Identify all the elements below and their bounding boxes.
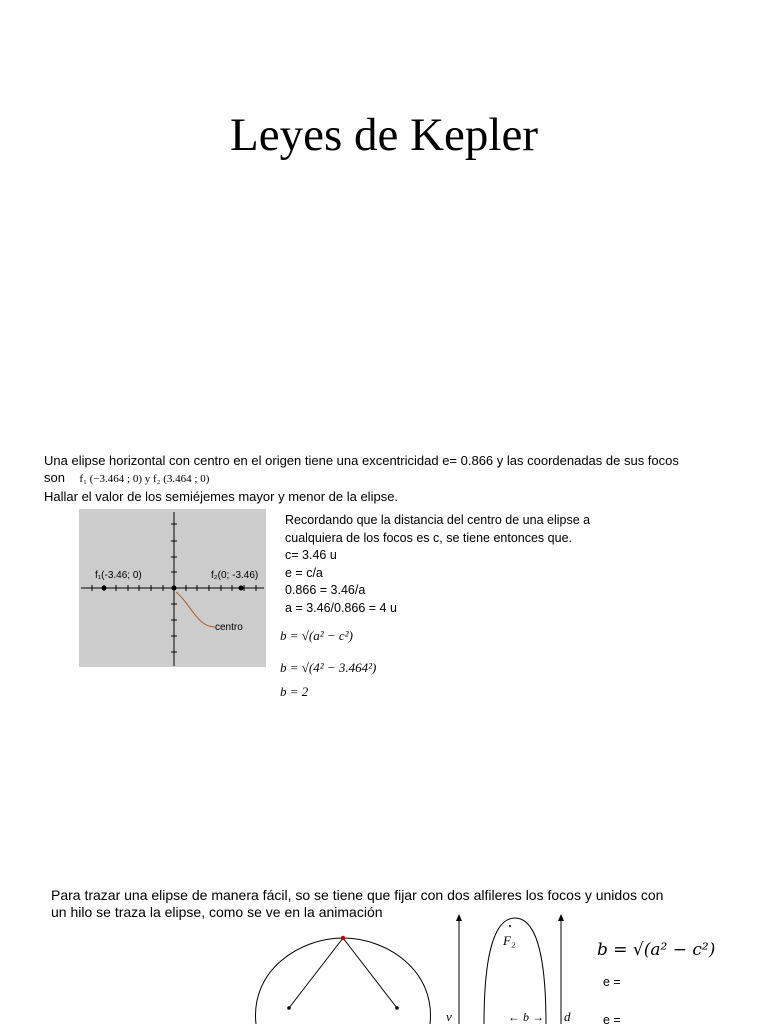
animation-line-2: un hilo se traza la elipse, como se ve en la animación bbox=[51, 904, 383, 920]
solution-line-5: 0.866 = 3.46/a bbox=[285, 583, 366, 597]
string-right bbox=[343, 938, 397, 1008]
center-leader-line bbox=[176, 592, 215, 627]
focus-1-label: f₁(-3.46; 0) bbox=[95, 570, 142, 581]
foci-coordinates: f₁ (−3.464 ; 0) y f₂ (3.464 ; 0) bbox=[79, 473, 210, 485]
focus-2-point bbox=[239, 586, 244, 591]
formula-b-substituted: b = √(4² − 3.464²) bbox=[280, 660, 377, 675]
animation-line-1: Para trazar una elipse de manera fácil, so se tiene que fijar con dos alfileres los focos y unidos con bbox=[51, 887, 664, 903]
b-dimension-label: ← b → bbox=[508, 1010, 544, 1024]
center-point bbox=[172, 586, 177, 591]
foci-graph bbox=[79, 509, 266, 667]
pin-string-ellipse-diagram bbox=[250, 930, 440, 1024]
vertical-ellipse-diagram bbox=[440, 912, 580, 1024]
foci-graph-svg bbox=[79, 509, 266, 667]
problem-line-1: Una elipse horizontal con centro en el origen tiene una excentricidad e= 0.866 y las coordenadas de sus focos bbox=[44, 453, 679, 468]
v-label: v bbox=[446, 1009, 452, 1024]
d-arrow-head bbox=[558, 914, 564, 921]
formula-b-result: b = 2 bbox=[280, 684, 309, 699]
pencil-point bbox=[341, 936, 345, 940]
problem-line-2 bbox=[44, 469, 744, 488]
solution-line-3: c= 3.46 u bbox=[285, 548, 337, 562]
center-label: centro bbox=[215, 622, 243, 633]
solution-line-4: e = c/a bbox=[285, 565, 323, 580]
solution-line-1: Recordando que la distancia del centro de una elipse a bbox=[285, 513, 591, 527]
pin-right bbox=[395, 1006, 399, 1010]
pin-left bbox=[287, 1006, 291, 1010]
ellipse-arc bbox=[256, 938, 431, 1024]
eccentricity-label-1: e = bbox=[603, 975, 621, 989]
formula-b-general: b = √(a² − c²) bbox=[280, 628, 353, 643]
page-title: Leyes de Kepler bbox=[230, 109, 538, 161]
focus-2-dot bbox=[509, 925, 511, 927]
d-label: d bbox=[564, 1009, 571, 1024]
solution-line-2: cualquiera de los focos es c, se tiene entonces que. bbox=[285, 530, 572, 545]
v-arrow-head bbox=[456, 914, 462, 921]
f2-label: F₂ bbox=[503, 933, 516, 948]
right-formula-b: b = √(a² − c²) bbox=[597, 940, 716, 960]
string-left bbox=[289, 938, 343, 1008]
problem-line-2-prefix: son bbox=[44, 470, 65, 485]
problem-line-3: Hallar el valor de los semiéjemes mayor y menor de la elipse. bbox=[44, 489, 399, 504]
focus-2-label: f₂(0; -3.46) bbox=[211, 570, 259, 581]
animation-paragraph bbox=[51, 887, 731, 921]
solution-line-6: a = 3.46/0.866 = 4 u bbox=[285, 600, 397, 615]
problem-statement bbox=[44, 452, 744, 505]
eccentricity-label-2: e = bbox=[603, 1013, 621, 1027]
focus-1-point bbox=[102, 586, 107, 591]
solution-notes bbox=[285, 512, 590, 617]
